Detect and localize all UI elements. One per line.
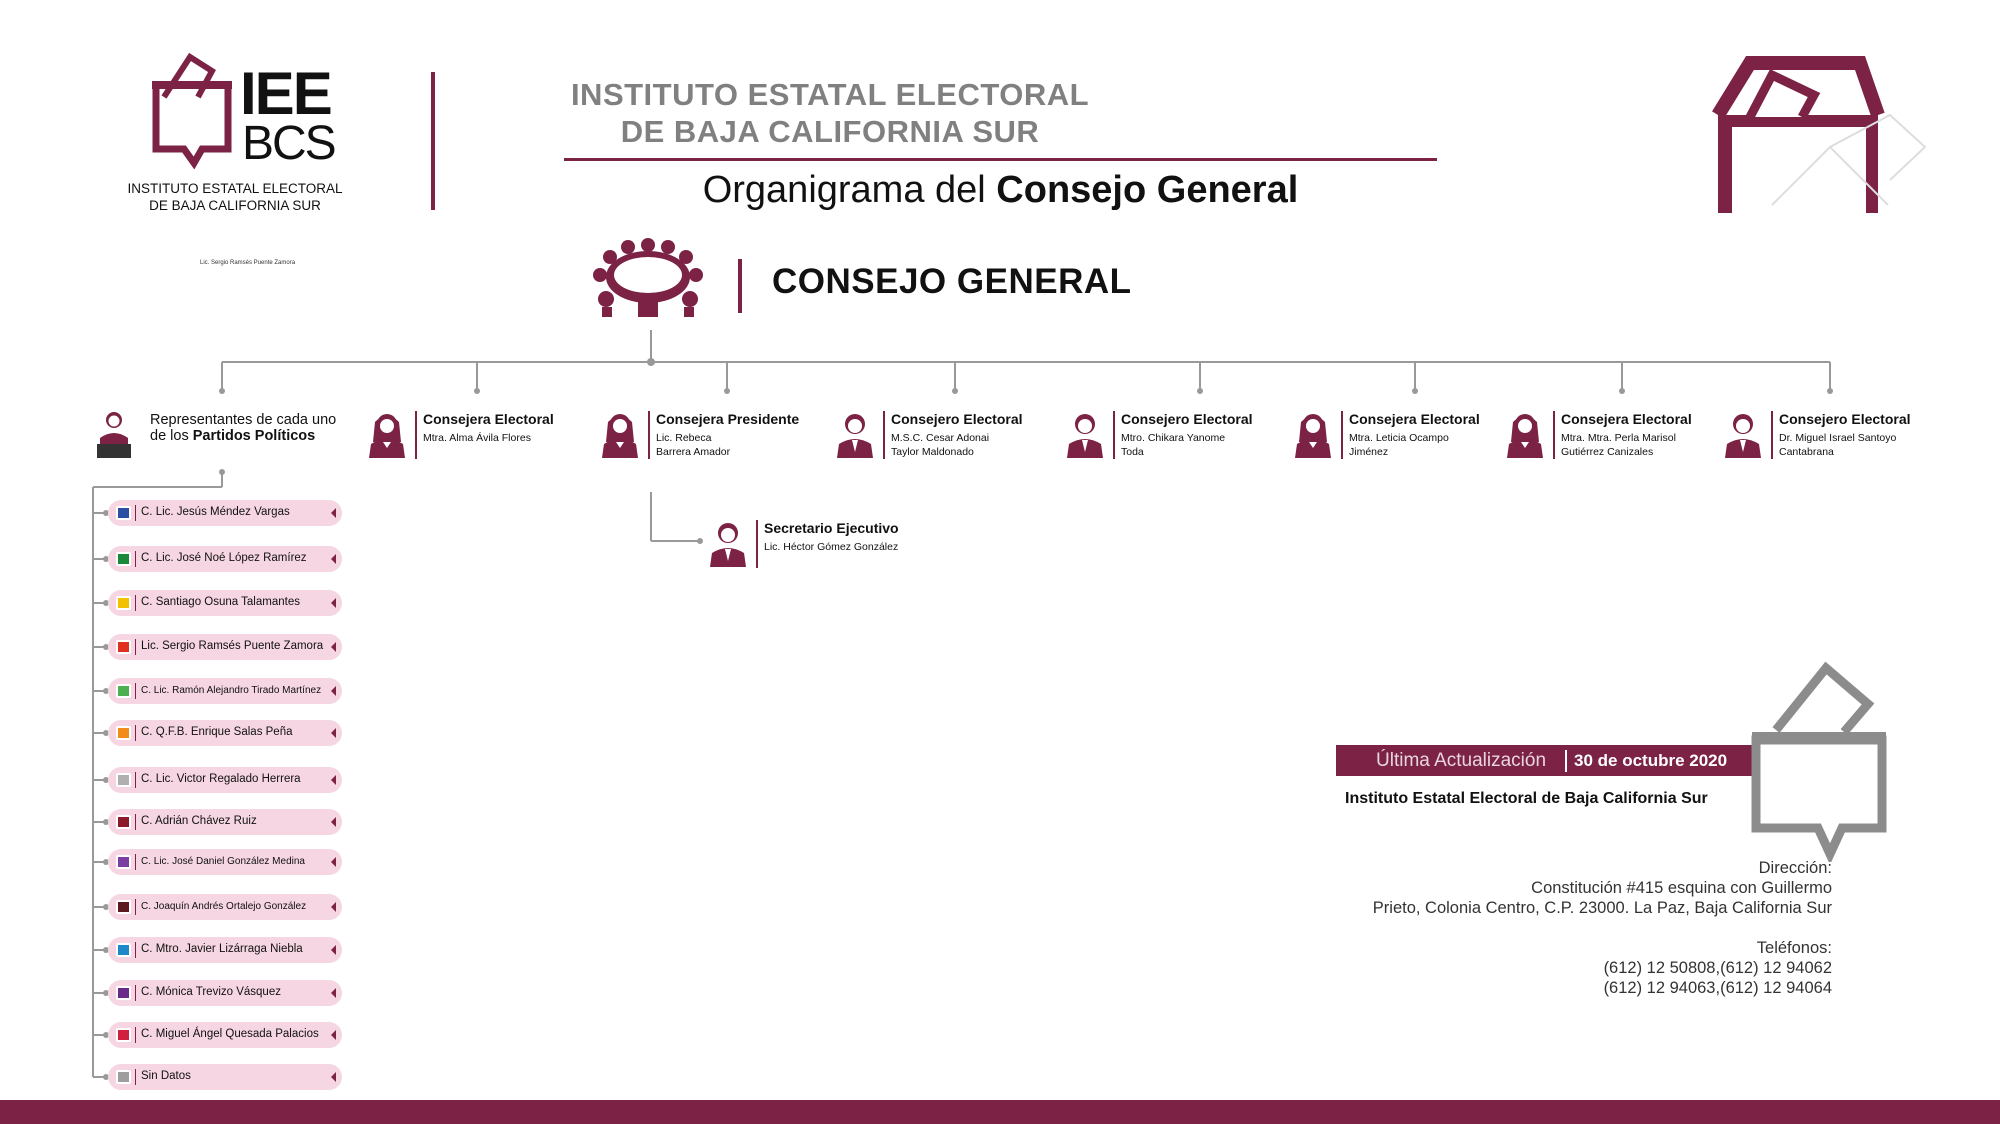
party-logo-icon [116, 986, 131, 1000]
expand-arrow-icon[interactable] [331, 1030, 336, 1040]
expand-arrow-icon[interactable] [331, 775, 336, 785]
member-role: Consejera Electoral [1561, 411, 1692, 427]
party-logo-icon [116, 1028, 131, 1042]
party-logo-icon [116, 815, 131, 829]
update-date: 30 de octubre 2020 [1574, 751, 1728, 770]
logo-word-top: IEE [240, 60, 331, 127]
member-role: Consejera Electoral [423, 411, 554, 427]
parties-head-line1: Representantes de cada uno [150, 412, 337, 428]
person-male-icon [1723, 412, 1763, 458]
party-representative-name: C. Q.F.B. Enrique Salas Peña [141, 726, 293, 738]
expand-arrow-icon[interactable] [331, 857, 336, 867]
party-item[interactable] [108, 980, 342, 1006]
party-representative-name: Sin Datos [141, 1070, 191, 1082]
secretary-name: Lic. Héctor Gómez González [764, 541, 899, 553]
ballot-box-gray-icon [1748, 658, 1890, 862]
party-item[interactable] [108, 894, 342, 920]
expand-arrow-icon[interactable] [331, 817, 336, 827]
person-male-icon [708, 521, 748, 567]
party-logo-icon [116, 726, 131, 740]
party-logo-icon [116, 1070, 131, 1084]
address-line1: Constitución #415 esquina con Guillermo [1531, 879, 1832, 897]
party-item[interactable] [108, 1022, 342, 1048]
expand-arrow-icon[interactable] [331, 728, 336, 738]
party-representative-name: C. Miguel Ángel Quesada Palacios [141, 1028, 319, 1040]
person-female-icon [1293, 412, 1333, 458]
phones-line2: (612) 12 94063,(612) 12 94064 [1603, 979, 1832, 997]
party-logo-icon [116, 684, 131, 698]
party-representative-name: C. Joaquín Andrés Ortalejo González [141, 901, 307, 912]
page-title-line1: INSTITUTO ESTATAL ELECTORAL [570, 77, 1090, 112]
expand-arrow-icon[interactable] [331, 508, 336, 518]
member-name: Mtra. Mtra. Perla Marisol Gutiérrez Canizales [1561, 432, 1676, 458]
party-item[interactable] [108, 720, 342, 746]
expand-arrow-icon[interactable] [331, 686, 336, 696]
expand-arrow-icon[interactable] [331, 554, 336, 564]
member-role: Consejera Electoral [1349, 411, 1480, 427]
expand-arrow-icon[interactable] [331, 945, 336, 955]
party-logo-icon [116, 640, 131, 654]
member-role: Consejero Electoral [1121, 411, 1253, 427]
member-role: Consejera Presidente [656, 411, 800, 427]
logo-subtext: Lic. Sergio Ramsés Puente Zamora [200, 260, 296, 266]
party-representative-name: C. Mtro. Javier Lizárraga Niebla [141, 943, 303, 955]
party-representative-name: C. Lic. Victor Regalado Herrera [141, 773, 301, 785]
logo-caption-line2: DE BAJA CALIFORNIA SUR [149, 198, 321, 213]
last-update-bar [1336, 745, 1754, 776]
party-representative-name: Lic. Sergio Ramsés Puente Zamora [141, 640, 324, 652]
secretary-role: Secretario Ejecutivo [764, 520, 899, 536]
phones-label: Teléfonos: [1756, 939, 1832, 957]
party-logo-icon [116, 900, 131, 914]
party-item[interactable] [108, 546, 342, 572]
person-female-icon [600, 412, 640, 458]
person-male-icon [1065, 412, 1105, 458]
party-logo-icon [116, 773, 131, 787]
party-item[interactable] [108, 590, 342, 616]
member-name: Mtra. Leticia Ocampo Jiménez [1349, 432, 1449, 458]
address-line2: Prieto, Colonia Centro, C.P. 23000. La Paz, Baja California Sur [1372, 899, 1832, 917]
logo-word-bottom: BCS [242, 117, 335, 170]
expand-arrow-icon[interactable] [331, 642, 336, 652]
party-item[interactable] [108, 500, 342, 526]
subtitle-light: Organigrama del [702, 169, 997, 211]
person-female-icon [1505, 412, 1545, 458]
parties-head-bold: Partidos Políticos [192, 428, 316, 444]
party-item[interactable] [108, 1064, 342, 1090]
subtitle-bold: Consejo General [996, 169, 1299, 211]
member-role: Consejero Electoral [891, 411, 1023, 427]
member-role: Consejero Electoral [1779, 411, 1911, 427]
page-title-line2: DE BAJA CALIFORNIA SUR [620, 114, 1040, 149]
contact-info [1300, 858, 1832, 998]
expand-arrow-icon[interactable] [331, 988, 336, 998]
logo-caption-line1: INSTITUTO ESTATAL ELECTORAL [127, 181, 343, 196]
person-male-icon [835, 412, 875, 458]
party-item[interactable] [108, 809, 342, 835]
council-title: CONSEJO GENERAL [772, 262, 1132, 301]
party-representative-name: C. Santiago Osuna Talamantes [141, 596, 300, 608]
member-name: Lic. Rebeca Barrera Amador [656, 432, 731, 458]
parties-head-prefix: de los [150, 428, 193, 444]
party-representative-name: C. Lic. José Noé López Ramírez [141, 552, 307, 564]
member-name: M.S.C. Cesar Adonai Taylor Maldonado [891, 432, 990, 458]
party-logo-icon [116, 552, 131, 566]
party-item[interactable] [108, 767, 342, 793]
expand-arrow-icon[interactable] [331, 902, 336, 912]
party-logo-icon [116, 596, 131, 610]
person-female-icon [367, 412, 407, 458]
parties-head-line2 [150, 428, 315, 444]
party-item[interactable] [108, 849, 342, 875]
party-logo-icon [116, 943, 131, 957]
party-representative-name: C. Lic. Jesús Méndez Vargas [141, 506, 290, 518]
party-logo-icon [116, 855, 131, 869]
expand-arrow-icon[interactable] [331, 598, 336, 608]
institute-name: Instituto Estatal Electoral de Baja California Sur [1345, 790, 1708, 807]
member-name: Dr. Miguel Israel Santoyo Cantabrana [1779, 432, 1897, 458]
party-representative-name: C. Lic. José Daniel González Medina [141, 856, 305, 867]
party-item[interactable] [108, 634, 342, 660]
parties-representatives-node [97, 410, 337, 462]
representative-icon [97, 410, 131, 458]
expand-arrow-icon[interactable] [331, 1072, 336, 1082]
party-item[interactable] [108, 937, 342, 963]
update-label: Última Actualización [1376, 750, 1547, 771]
address-label: Dirección: [1758, 859, 1832, 877]
party-logo-icon [116, 506, 131, 520]
party-item[interactable] [108, 678, 342, 704]
phones-line1: (612) 12 50808,(612) 12 94062 [1603, 959, 1832, 977]
member-name: Mtro. Chikara Yanome Toda [1121, 432, 1226, 458]
party-representative-name: C. Mónica Trevizo Vásquez [141, 986, 281, 998]
footer-bar [0, 1100, 2000, 1124]
party-representative-name: C. Adrián Chávez Ruiz [141, 815, 257, 827]
member-name: Mtra. Alma Ávila Flores [423, 432, 531, 444]
party-representative-name: C. Lic. Ramón Alejandro Tirado Martínez [141, 685, 322, 696]
